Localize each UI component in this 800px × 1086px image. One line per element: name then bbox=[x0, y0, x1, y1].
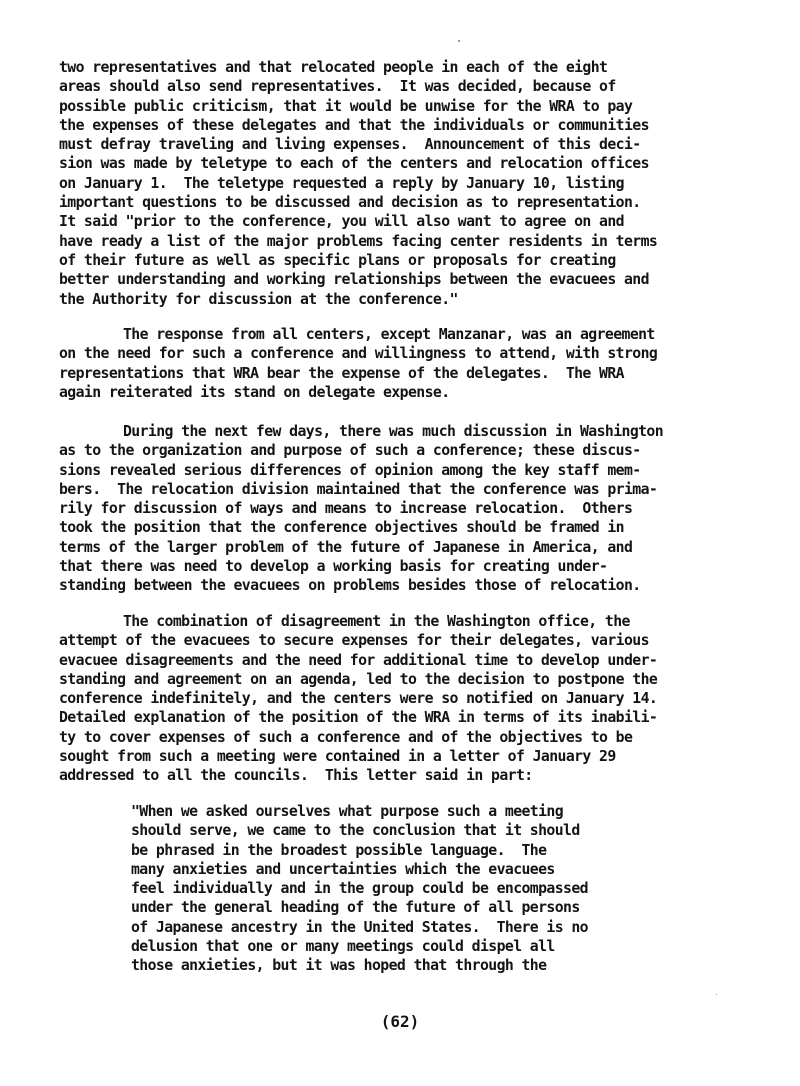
text-line: conference indefinitely, and the centers were so notified on January 14. bbox=[59, 690, 658, 708]
text-line: bers. The relocation division maintained that the conference was prima- bbox=[59, 480, 658, 498]
text-line: It said "prior to the conference, you will also want to agree on and bbox=[59, 213, 624, 231]
quote-line: those anxieties, but it was hoped that through the bbox=[131, 957, 547, 975]
text-line: the Authority for discussion at the conference." bbox=[59, 290, 458, 308]
text-line: important questions to be discussed and decision as to representation. bbox=[59, 194, 641, 212]
text-line: as to the organization and purpose of such a conference; these discus- bbox=[59, 442, 641, 460]
quote-line: should serve, we came to the conclusion that it should bbox=[131, 822, 580, 840]
text-line: that there was need to develop a working basis for creating under- bbox=[59, 558, 608, 576]
quote-line: feel individually and in the group could be encompassed bbox=[131, 880, 588, 898]
quote-line: of Japanese ancestry in the United States. There is no bbox=[131, 918, 588, 936]
text-line: terms of the larger problem of the future of Japanese in America, and bbox=[59, 538, 633, 556]
paragraph-2 bbox=[59, 325, 749, 402]
text-line: of their future as well as specific plans or proposals for creating bbox=[59, 251, 616, 269]
text-line: the expenses of these delegates and that the individuals or communities bbox=[59, 116, 649, 134]
text-line: representations that WRA bear the expense of the delegates. The WRA bbox=[59, 364, 624, 382]
quote-line: delusion that one or many meetings could dispel all bbox=[131, 938, 555, 956]
quote-line: be phrased in the broadest possible language. The bbox=[131, 841, 547, 859]
text-line: Detailed explanation of the position of the WRA in terms of its inabili- bbox=[59, 709, 658, 727]
quote-line: under the general heading of the future of all persons bbox=[131, 899, 580, 917]
quote-line: many anxieties and uncertainties which the evacuees bbox=[131, 860, 555, 878]
text-line: The response from all centers, except Manzanar, was an agreement bbox=[123, 326, 655, 343]
scan-speck bbox=[716, 994, 717, 995]
text-line: took the position that the conference objectives should be framed in bbox=[59, 519, 624, 537]
text-line: evacuee disagreements and the need for additional time to develop under- bbox=[59, 651, 658, 669]
paragraph-3 bbox=[59, 422, 749, 596]
scan-speck bbox=[458, 40, 460, 42]
quote-line: "When we asked ourselves what purpose such a meeting bbox=[131, 803, 564, 820]
text-line: ty to cover expenses of such a conference and of the objectives to be bbox=[59, 728, 633, 746]
text-line: better understanding and working relationships between the evacuees and bbox=[59, 271, 649, 289]
text-line: standing and agreement on an agenda, led to the decision to postpone the bbox=[59, 670, 658, 688]
text-line: possible public criticism, that it would be unwise for the WRA to pay bbox=[59, 97, 633, 115]
block-quote bbox=[131, 802, 691, 976]
text-line: on January 1. The teletype requested a reply by January 10, listing bbox=[59, 174, 624, 192]
text-line: two representatives and that relocated people in each of the eight bbox=[59, 59, 608, 76]
text-line: on the need for such a conference and willingness to attend, with strong bbox=[59, 345, 658, 363]
text-line: areas should also send representatives. It was decided, because of bbox=[59, 78, 616, 96]
text-line: again reiterated its stand on delegate expense. bbox=[59, 383, 450, 401]
text-line: have ready a list of the major problems facing center residents in terms bbox=[59, 232, 658, 250]
text-line: must defray traveling and living expenses. Announcement of this deci- bbox=[59, 136, 641, 154]
page-number: (62) bbox=[380, 1012, 420, 1031]
text-line: addressed to all the councils. This letter said in part: bbox=[59, 767, 533, 785]
text-line: rily for discussion of ways and means to increase relocation. Others bbox=[59, 500, 633, 518]
text-line: sions revealed serious differences of opinion among the key staff mem- bbox=[59, 461, 641, 479]
text-line: sought from such a meeting were contained in a letter of January 29 bbox=[59, 748, 616, 766]
paragraph-1 bbox=[59, 58, 749, 309]
text-line: During the next few days, there was much discussion in Washington bbox=[123, 423, 664, 440]
text-line: attempt of the evacuees to secure expenses for their delegates, various bbox=[59, 632, 649, 650]
text-line: sion was made by teletype to each of the centers and relocation offices bbox=[59, 155, 649, 173]
text-line: The combination of disagreement in the Washington office, the bbox=[123, 613, 630, 630]
text-line: standing between the evacuees on problems besides those of relocation. bbox=[59, 577, 641, 595]
paragraph-4 bbox=[59, 612, 749, 786]
